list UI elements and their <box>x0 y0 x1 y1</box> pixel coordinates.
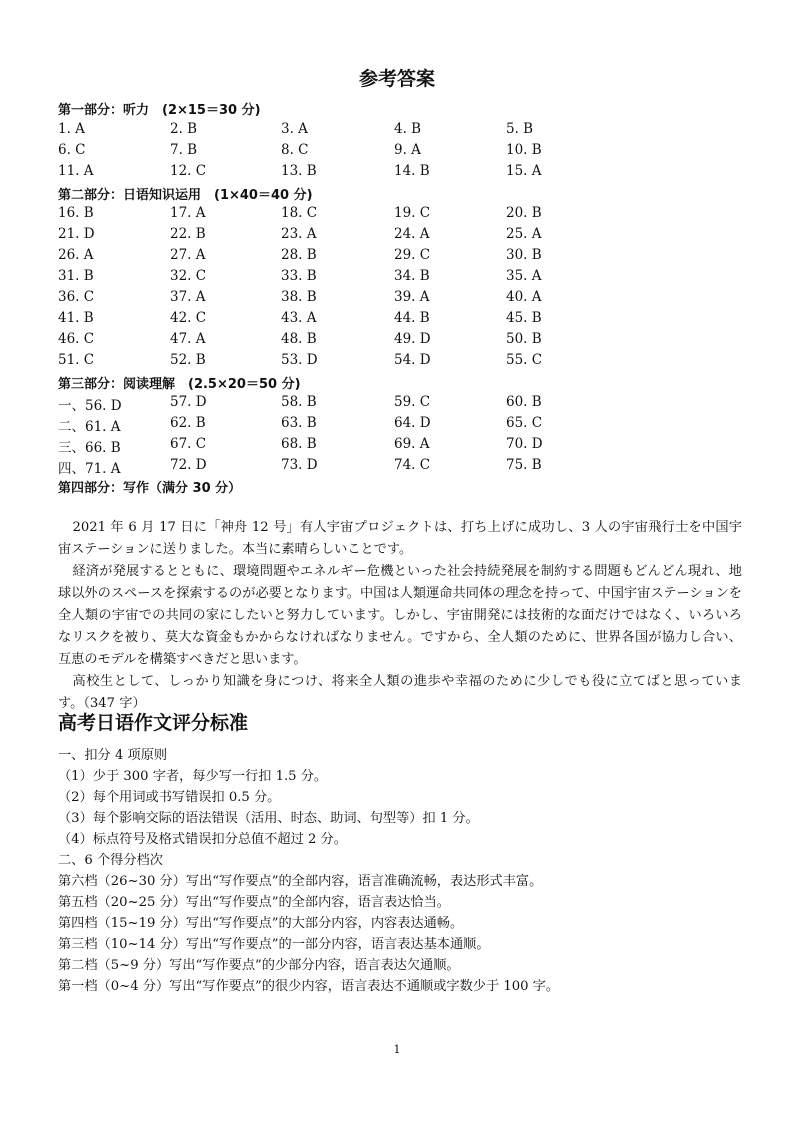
scoring-standards-heading: 高考日语作文评分标准 <box>58 712 249 734</box>
answer-item: 24. A <box>394 226 430 242</box>
standard-line: （1）少于 300 字者，每少写一行扣 1.5 分。 <box>58 769 328 784</box>
answer-item: 10. B <box>506 142 542 158</box>
answer-item: 21. D <box>58 226 95 242</box>
answer-item: 45. B <box>506 310 542 326</box>
answer-item: 55. C <box>506 352 543 368</box>
standard-line: （2）每个用词或书写错误扣 0.5 分。 <box>58 790 281 805</box>
answer-item: 8. C <box>281 142 309 158</box>
standard-line: 第五档（20~25 分）写出“写作要点”的全部内容，语言表达恰当。 <box>58 895 450 910</box>
answer-row <box>58 268 758 288</box>
answer-item: 27. A <box>170 247 206 263</box>
answer-item: 19. C <box>394 205 431 221</box>
answer-item: 3. A <box>281 121 308 137</box>
answer-item: 2. B <box>170 121 198 137</box>
answer-item: 57. D <box>170 394 207 410</box>
answer-item: 32. C <box>170 268 207 284</box>
answer-item: 54. D <box>394 352 431 368</box>
answer-item: 53. D <box>281 352 318 368</box>
answer-item: 14. B <box>394 163 430 179</box>
answer-item: 68. B <box>281 436 317 452</box>
answer-item: 11. A <box>58 163 94 179</box>
answer-row <box>58 142 758 162</box>
answer-item: 三、66. B <box>58 440 121 456</box>
essay-paragraph: 2021 年 6 月 17 日に「神舟 12 号」有人宇宙プロジェクトは、打ち上げに成功し、3 人の宇宙飛行士を中国宇宙ステーションに送りました。本当に素晴らしいことです。 <box>58 520 742 557</box>
answer-item: 二、61. A <box>58 419 121 435</box>
standard-line: 第一档（0~4 分）写出“写作要点”的很少内容，语言表达不通顺或字数少于 100 字。 <box>58 979 560 994</box>
answer-item: 17. A <box>170 205 206 221</box>
answer-item: 36. C <box>58 289 95 305</box>
answer-item: 13. B <box>281 163 317 179</box>
answer-item: 20. B <box>506 205 542 221</box>
standard-line: 一、扣分 4 项原则 <box>58 748 168 763</box>
model-essay <box>58 517 742 715</box>
answer-item: 63. B <box>281 415 317 431</box>
answer-item: 69. A <box>394 436 430 452</box>
answer-item: 51. C <box>58 352 95 368</box>
answer-item: 9. A <box>394 142 421 158</box>
answer-item: 12. C <box>170 163 207 179</box>
answer-item: 26. A <box>58 247 94 263</box>
answer-item: 18. C <box>281 205 318 221</box>
answer-item: 59. C <box>394 394 431 410</box>
answer-item: 4. B <box>394 121 422 137</box>
standard-line: 第四档（15~19 分）写出“写作要点”的大部分内容，内容表达通畅。 <box>58 916 464 931</box>
section-heading-knowledge: 第二部分：日语知识运用 (1×40＝40 分) <box>58 188 313 203</box>
answer-item: 62. B <box>170 415 206 431</box>
answer-row <box>58 415 758 435</box>
answer-row <box>58 436 758 456</box>
answer-item: 6. C <box>58 142 86 158</box>
section-heading-listening: 第一部分：听力 (2×15＝30 分) <box>58 103 261 118</box>
answer-item: 四、71. A <box>58 461 121 477</box>
section-heading-reading: 第三部分：阅读理解 (2.5×20＝50 分) <box>58 377 301 392</box>
page-title: 参考答案 <box>358 68 435 90</box>
answer-item: 46. C <box>58 331 95 347</box>
answer-row <box>58 226 758 246</box>
essay-paragraph: 経済が発展するとともに、環境問題やエネルギー危機といった社会持続発展を制約する問題もどんどん現れ、地球以外のスペースを探索するのが必要となります。中国は人類運命共同体の理念を持って、中国宇宙ステーションを全人類の宇宙での共同の家にしたいと努力しています。しかし、宇宙開発には技術的な面だけではなく、いろいろなリスクを被り、莫大な資金もかからなければなりません。ですから、全人類のために、世界各国が協力し合い、互恵のモデルを構築すべきだと思います。 <box>58 564 742 667</box>
answer-item: 67. C <box>170 436 207 452</box>
answer-row <box>58 394 758 414</box>
answer-item: 一、56. D <box>58 398 122 414</box>
answer-item: 70. D <box>506 436 543 452</box>
answer-item: 5. B <box>506 121 534 137</box>
standard-line: 第六档（26~30 分）写出“写作要点”的全部内容，语言准确流畅，表达形式丰富。 <box>58 874 543 889</box>
answer-item: 65. C <box>506 415 543 431</box>
answer-row <box>58 352 758 372</box>
answer-item: 16. B <box>58 205 94 221</box>
answer-item: 44. B <box>394 310 430 326</box>
answer-item: 28. B <box>281 247 317 263</box>
answer-item: 52. B <box>170 352 206 368</box>
answer-item: 64. D <box>394 415 431 431</box>
answer-item: 74. C <box>394 457 431 473</box>
answer-item: 15. A <box>506 163 542 179</box>
answer-item: 34. B <box>394 268 430 284</box>
answer-item: 25. A <box>506 226 542 242</box>
standard-line: 第二档（5~9 分）写出“写作要点”的少部分内容，语言表达欠通顺。 <box>58 958 460 973</box>
answer-item: 42. C <box>170 310 207 326</box>
answer-item: 72. D <box>170 457 207 473</box>
answer-item: 1. A <box>58 121 85 137</box>
answer-row <box>58 331 758 351</box>
answer-row <box>58 121 758 141</box>
page-number: 1 <box>393 1043 401 1056</box>
answer-item: 75. B <box>506 457 542 473</box>
answer-item: 48. B <box>281 331 317 347</box>
answer-item: 30. B <box>506 247 542 263</box>
answer-row <box>58 457 758 477</box>
standard-line: （4）标点符号及格式错误扣分总值不超过 2 分。 <box>58 832 347 847</box>
answer-item: 33. B <box>281 268 317 284</box>
answer-row <box>58 163 758 183</box>
answer-item: 58. B <box>281 394 317 410</box>
answer-item: 37. A <box>170 289 206 305</box>
answer-item: 41. B <box>58 310 94 326</box>
standard-line: （3）每个影响交际的语法错误（活用、时态、助词、句型等）扣 1 分。 <box>58 811 479 826</box>
scoring-standards <box>58 745 758 997</box>
essay-paragraph: 高校生として、しっかり知識を身につけ、将来全人類の進歩や幸福のために少しでも役に立てばと思っています。（347 字） <box>58 674 742 711</box>
answer-item: 73. D <box>281 457 318 473</box>
answer-item: 7. B <box>170 142 198 158</box>
section-heading-writing: 第四部分：写作（满分 30 分） <box>58 481 242 496</box>
answer-item: 60. B <box>506 394 542 410</box>
standard-line: 二、6 个得分档次 <box>58 853 163 868</box>
answer-row <box>58 289 758 309</box>
answer-item: 22. B <box>170 226 206 242</box>
answer-item: 40. A <box>506 289 542 305</box>
answer-row <box>58 310 758 330</box>
standard-line: 第三档（10~14 分）写出“写作要点”的一部分内容，语言表达基本通顺。 <box>58 937 490 952</box>
answer-item: 38. B <box>281 289 317 305</box>
answer-item: 23. A <box>281 226 317 242</box>
answer-row <box>58 247 758 267</box>
answer-item: 50. B <box>506 331 542 347</box>
answer-item: 47. A <box>170 331 206 347</box>
answer-item: 43. A <box>281 310 317 326</box>
answer-item: 29. C <box>394 247 431 263</box>
answer-row <box>58 205 758 225</box>
answer-item: 39. A <box>394 289 430 305</box>
answer-item: 31. B <box>58 268 94 284</box>
answer-item: 35. A <box>506 268 542 284</box>
answer-item: 49. D <box>394 331 431 347</box>
